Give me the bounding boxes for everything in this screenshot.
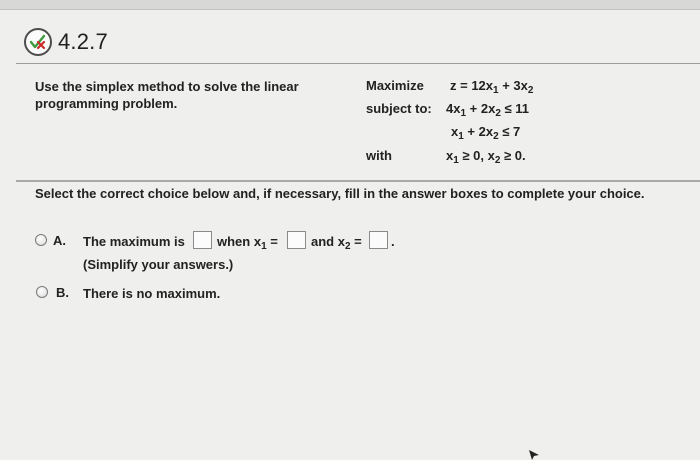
option-b-text: There is no maximum. (83, 286, 221, 301)
nonnegativity-constraint: $x_1 \ge 0$, $x_2 \ge 0$. (446, 148, 526, 166)
option-b-radio[interactable] (36, 286, 48, 298)
constraint-1: $4x_1 + 2x_2 \le 11$ (446, 101, 529, 119)
subject-to-label: subject to: (366, 101, 432, 116)
question-number: 4.2.7 (58, 29, 108, 54)
problem-instruction: Use the simplex method to solve the linear programming problem. (35, 79, 299, 111)
option-a-text: The maximum is (83, 234, 185, 249)
option-a-hint: (Simplify your answers.) (83, 257, 234, 272)
partial-credit-icon (24, 28, 52, 56)
choice-prompt: Select the correct choice below and, if necessary, fill in the answer boxes to complete your choice. (35, 186, 645, 201)
x1-answer-box[interactable] (287, 231, 306, 249)
option-a-letter: A. (53, 233, 66, 248)
option-a-and-x2: and $x_2$ = (311, 234, 362, 252)
option-a-when-x1: when $x_1$ = (217, 234, 278, 252)
constraint-2: $x_1 + 2x_2 \le 7$ (451, 124, 521, 142)
header-divider (16, 63, 700, 64)
with-label: with (366, 148, 392, 163)
option-a-period: . (391, 234, 395, 249)
maximum-answer-box[interactable] (193, 231, 212, 249)
mouse-cursor-icon (528, 448, 540, 460)
objective-function: $z = 12x_1 + 3x_2$ (450, 78, 534, 96)
x2-answer-box[interactable] (369, 231, 388, 249)
section-divider (16, 180, 700, 182)
top-toolbar-strip (0, 0, 700, 10)
question-header (16, 20, 114, 64)
option-b-letter: B. (56, 285, 69, 300)
maximize-label: Maximize (366, 78, 424, 93)
option-a-radio[interactable] (35, 234, 47, 246)
